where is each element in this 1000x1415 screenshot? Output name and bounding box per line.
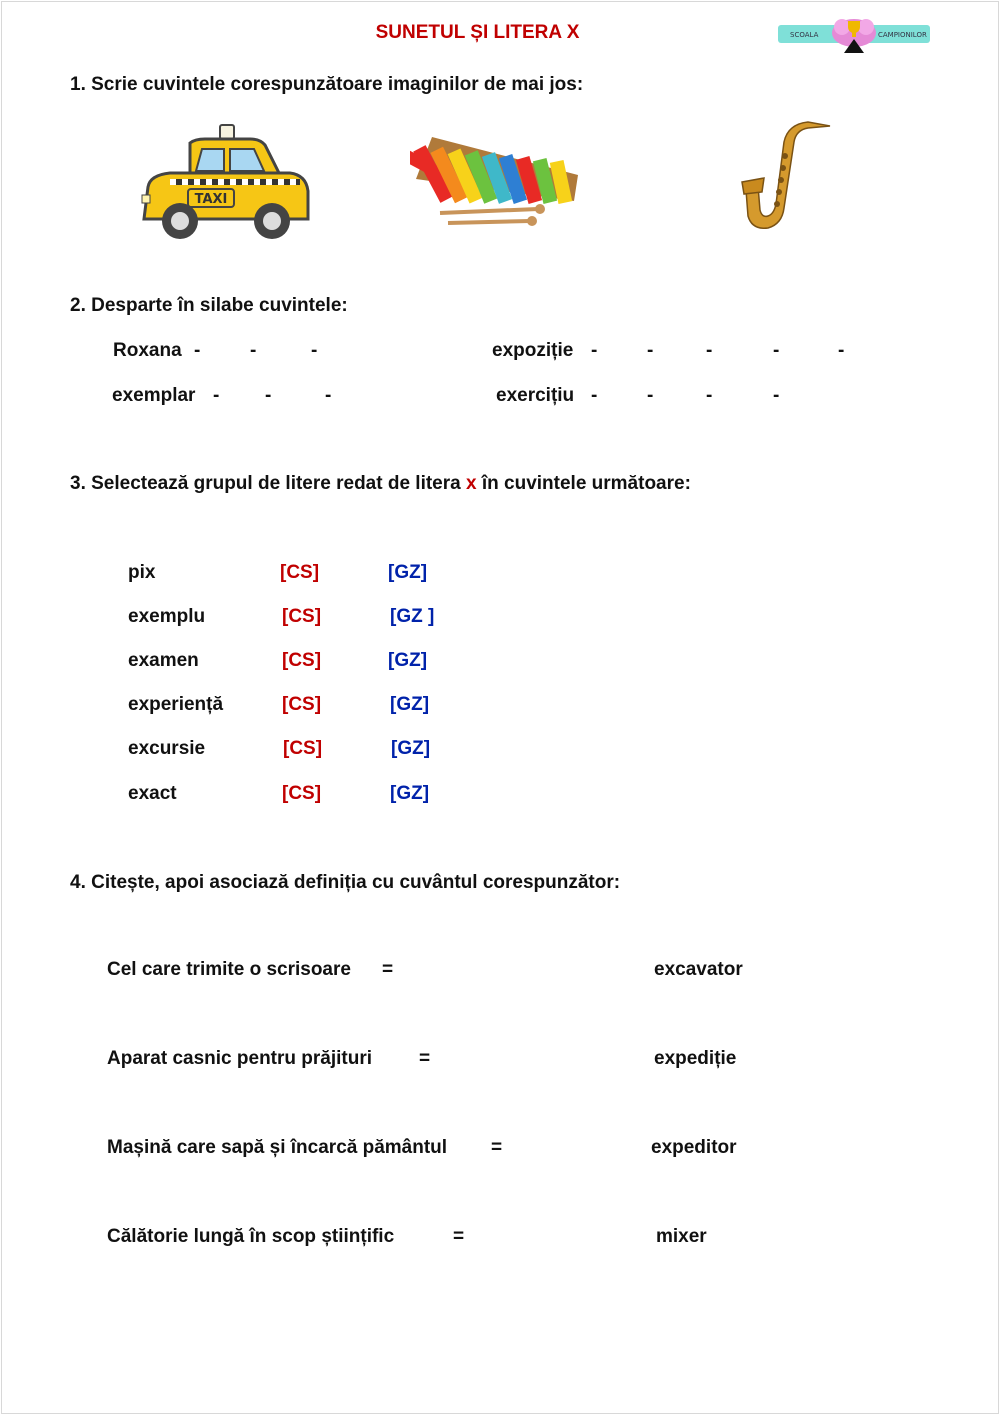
select-word: exemplu bbox=[128, 606, 206, 627]
syllable-dash: - bbox=[213, 385, 220, 406]
definition-text: Mașină care sapă și încarcă pământul bbox=[107, 1137, 448, 1158]
definition-text: Aparat casnic pentru prăjituri bbox=[107, 1048, 373, 1069]
syllable-dash: - bbox=[591, 385, 598, 406]
select-word: exact bbox=[128, 783, 177, 804]
definition-text: Cel care trimite o scrisoare bbox=[107, 959, 351, 980]
taxi-car-icon bbox=[140, 123, 312, 241]
syllable-dash: - bbox=[250, 340, 257, 361]
question-3-label-part1: 3. Selectează grupul de litere redat de litera bbox=[70, 473, 461, 494]
syllable-dash: - bbox=[194, 340, 201, 361]
school-logo bbox=[778, 13, 930, 53]
saxophone-icon bbox=[738, 120, 834, 240]
syllable-word-exemplar: exemplar bbox=[112, 385, 196, 406]
gz-option[interactable]: [GZ ] bbox=[390, 606, 435, 627]
syllable-word-roxana: Roxana bbox=[113, 340, 182, 361]
match-word[interactable]: expeditor bbox=[651, 1137, 737, 1158]
syllable-dash: - bbox=[838, 340, 845, 361]
syllable-dash: - bbox=[647, 340, 654, 361]
definition-text: Călătorie lungă în scop științific bbox=[107, 1226, 395, 1247]
select-word: excursie bbox=[128, 738, 206, 759]
question-3-label-part2: în cuvintele următoare: bbox=[481, 473, 691, 494]
question-2-label: 2. Desparte în silabe cuvintele: bbox=[70, 295, 348, 316]
syllable-dash: - bbox=[325, 385, 332, 406]
syllable-dash: - bbox=[773, 385, 780, 406]
cs-option[interactable]: [CS] bbox=[280, 562, 320, 583]
equals-sign: = bbox=[382, 959, 394, 980]
cs-option[interactable]: [CS] bbox=[282, 694, 322, 715]
question-1-label: 1. Scrie cuvintele corespunzătoare imaginilor de mai jos: bbox=[70, 74, 584, 95]
syllable-dash: - bbox=[265, 385, 272, 406]
taxi-sign-text: TAXI bbox=[194, 192, 228, 207]
gz-option[interactable]: [GZ] bbox=[390, 783, 430, 804]
cs-option[interactable]: [CS] bbox=[282, 606, 322, 627]
equals-sign: = bbox=[453, 1226, 465, 1247]
cs-option[interactable]: [CS] bbox=[283, 738, 323, 759]
syllable-dash: - bbox=[706, 385, 713, 406]
gz-option[interactable]: [GZ] bbox=[388, 650, 428, 671]
gz-option[interactable]: [GZ] bbox=[391, 738, 431, 759]
match-word[interactable]: expediție bbox=[654, 1048, 737, 1069]
select-word: pix bbox=[128, 562, 156, 583]
match-word[interactable]: mixer bbox=[656, 1226, 707, 1247]
select-word: examen bbox=[128, 650, 199, 671]
cs-option[interactable]: [CS] bbox=[282, 783, 322, 804]
syllable-dash: - bbox=[706, 340, 713, 361]
equals-sign: = bbox=[491, 1137, 503, 1158]
equals-sign: = bbox=[419, 1048, 431, 1069]
syllable-dash: - bbox=[773, 340, 780, 361]
logo-left-text: SCOALA bbox=[790, 31, 819, 39]
xylophone-icon bbox=[410, 127, 580, 231]
select-word: experiență bbox=[128, 694, 224, 715]
question-3-label bbox=[70, 473, 691, 495]
syllable-dash: - bbox=[647, 385, 654, 406]
logo-right-text: CAMPIONILOR bbox=[878, 31, 927, 39]
syllable-word-expozitie: expoziție bbox=[492, 340, 574, 361]
syllable-word-exercitiu: exercițiu bbox=[496, 385, 575, 406]
syllable-dash: - bbox=[311, 340, 318, 361]
gz-option[interactable]: [GZ] bbox=[388, 562, 428, 583]
cs-option[interactable]: [CS] bbox=[282, 650, 322, 671]
page-title: SUNETUL ȘI LITERA X bbox=[375, 22, 580, 43]
syllable-dash: - bbox=[591, 340, 598, 361]
question-4-label: 4. Citește, apoi asociază definiția cu cuvântul corespunzător: bbox=[70, 872, 621, 893]
gz-option[interactable]: [GZ] bbox=[390, 694, 430, 715]
match-word[interactable]: excavator bbox=[654, 959, 743, 980]
question-3-letter-x: x bbox=[466, 473, 477, 494]
